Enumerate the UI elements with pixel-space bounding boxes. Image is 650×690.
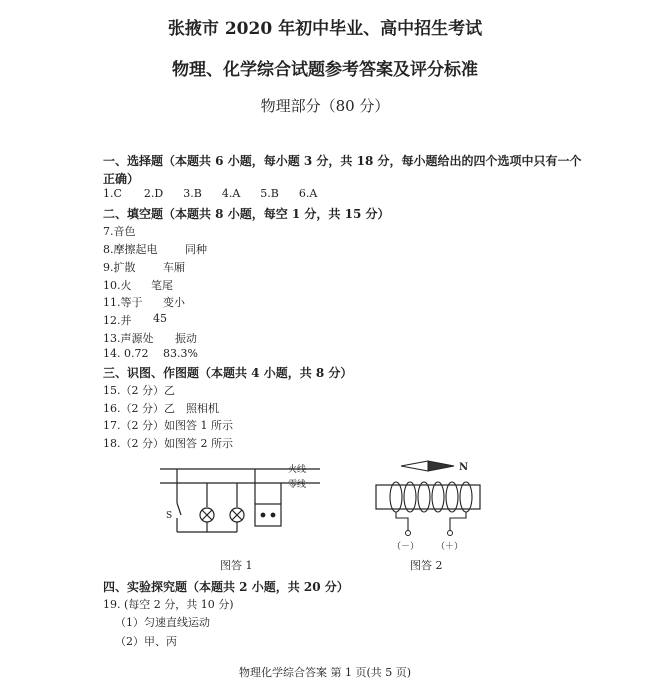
- exam-title: 张掖市 2020 年初中毕业、高中招生考试: [167, 19, 483, 39]
- compass-needle-icon: [401, 461, 454, 471]
- fill-item-11: 11.等于 变小: [103, 296, 185, 309]
- fill-item-10: 10.火 笔尾: [103, 279, 173, 292]
- answer-6: 6.A: [298, 187, 318, 200]
- solenoid-core: [376, 485, 480, 509]
- fill-item-9: 9.扩散 车厢: [103, 261, 185, 274]
- diagram-item-18: 18.（2 分）如图答 2 所示: [103, 437, 233, 450]
- section1-heading-cont: 正确）: [103, 172, 140, 186]
- experiment-item-19-2: （2）甲、丙: [115, 635, 177, 648]
- figure2-solenoid: [368, 455, 498, 555]
- section1-heading: 一、选择题（本题共 6 小题，每小题 3 分，共 18 分，每小题给出的四个选项中只有一个: [103, 154, 582, 168]
- neutral-wire-label: 零线: [288, 480, 307, 490]
- experiment-item-19: 19. (每空 2 分，共 10 分): [103, 598, 234, 611]
- answer-1: 1.C: [103, 187, 122, 200]
- fill-item-8: 8.摩擦起电 同种: [103, 243, 207, 256]
- section4-heading: 四、实验探究题（本题共 2 小题，共 20 分）: [103, 580, 349, 594]
- coil-windings: [390, 482, 472, 531]
- diagram-item-17: 17.（2 分）如图答 1 所示: [103, 419, 233, 432]
- section2-heading: 二、填空题（本题共 8 小题，每空 1 分，共 15 分）: [103, 207, 390, 221]
- figure1-caption: 图答 1: [220, 559, 253, 572]
- diagram-item-15: 15.（2 分）乙: [103, 384, 175, 397]
- figure2-caption: 图答 2: [410, 559, 443, 572]
- socket-icon: [255, 504, 281, 526]
- section1-answers: [103, 187, 317, 200]
- experiment-item-19-1: （1）匀速直线运动: [115, 616, 210, 629]
- fill-item-13: 13.声源处 振动: [103, 332, 197, 345]
- fill-item-7: 7.音色: [103, 225, 136, 238]
- fill-item-12: 12.并 45: [103, 312, 167, 327]
- switch-blade: [177, 503, 181, 515]
- minus-label: （－）: [392, 542, 420, 552]
- page-footer: 物理化学综合答案 第 1 页(共 5 页): [238, 666, 412, 679]
- answer-2: 2.D: [143, 187, 164, 200]
- fill-item-14: 14. 0.72 83.3%: [103, 347, 198, 360]
- answer-4: 4.A: [221, 187, 241, 200]
- plus-terminal: [448, 531, 453, 536]
- section-title: 物理部分（80 分）: [260, 97, 390, 115]
- answer-3: 3.B: [183, 187, 202, 200]
- figure1-circuit: [150, 458, 330, 550]
- section3-heading: 三、识图、作图题（本题共 4 小题，共 8 分）: [103, 366, 353, 380]
- diagram-item-16: 16.（2 分）乙 照相机: [103, 402, 219, 415]
- plus-label: （＋）: [436, 542, 464, 552]
- answer-key-title: 物理、化学综合试题参考答案及评分标准: [172, 60, 478, 80]
- switch-label: S: [166, 511, 173, 521]
- live-wire-label: 火线: [288, 465, 307, 475]
- answer-5: 5.B: [260, 187, 279, 200]
- minus-terminal: [406, 531, 411, 536]
- north-label: N: [459, 462, 469, 473]
